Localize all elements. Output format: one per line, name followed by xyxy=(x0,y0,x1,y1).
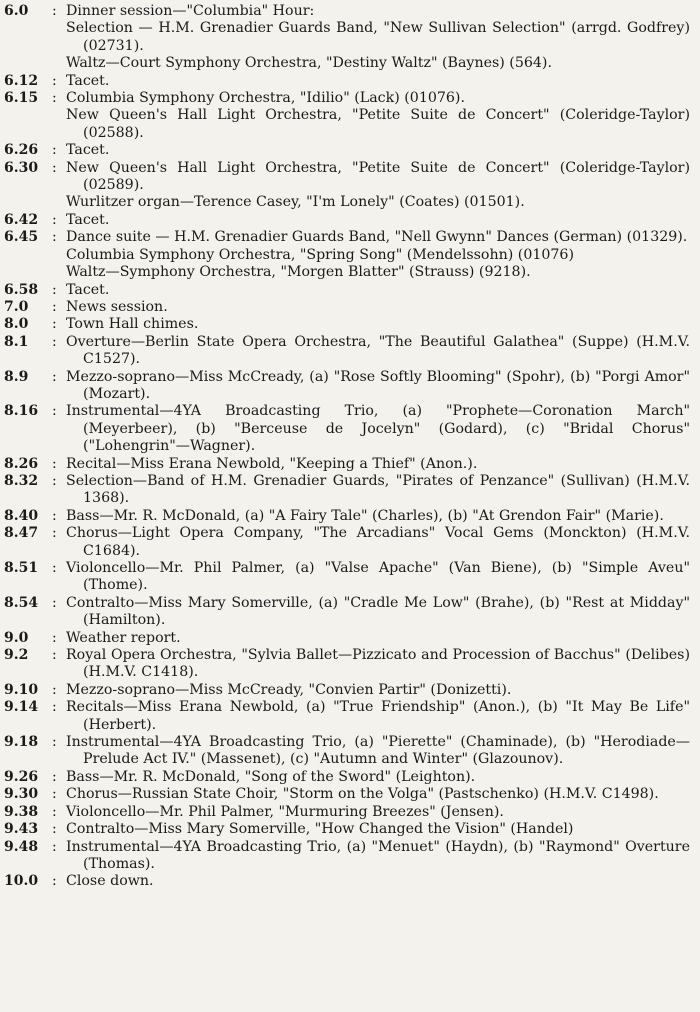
time-separator: : xyxy=(52,873,57,890)
entry-time: 7.0 xyxy=(4,298,29,315)
time-separator: : xyxy=(52,734,57,751)
entry-line: Mezzo-soprano—Miss McCready, (a) "Rose Softly Blooming" (Spohr), (b) "Porgi Amor" (Mozart). xyxy=(66,368,690,402)
programme-entry xyxy=(4,73,690,90)
programme-entry xyxy=(4,160,690,212)
entry-items xyxy=(66,160,690,212)
programme-entry xyxy=(4,282,690,299)
programme-entry xyxy=(4,142,690,159)
entry-items xyxy=(66,73,690,90)
time-separator: : xyxy=(52,142,57,159)
time-separator: : xyxy=(52,281,57,298)
time-separator: : xyxy=(52,786,57,803)
entry-items xyxy=(66,508,690,525)
entry-line: New Queen's Hall Light Orchestra, "Petite Suite de Concert" (Coleridge-Taylor) (02589). xyxy=(66,159,690,194)
time-separator: : xyxy=(52,72,57,89)
programme-entry xyxy=(4,473,690,508)
entry-line: New Queen's Hall Light Orchestra, "Petite Suite de Concert" (Coleridge-Taylor) (02588). xyxy=(66,107,690,141)
entry-line: Contralto—Miss Mary Somerville, (a) "Cradle Me Low" (Brahe), (b) "Rest at Midday" (Hamilton). xyxy=(66,594,690,629)
time-separator: : xyxy=(52,90,57,107)
entry-line: Tacet. xyxy=(66,142,110,159)
entry-items xyxy=(66,804,690,821)
entry-line: Contralto—Miss Mary Somerville, "How Changed the Vision" (Handel) xyxy=(66,821,574,838)
programme-entry xyxy=(4,769,690,786)
time-separator: : xyxy=(52,316,57,333)
entry-time: 6.45 xyxy=(4,229,39,246)
entry-time: 9.10 xyxy=(4,681,39,698)
time-separator: : xyxy=(52,699,57,716)
entry-items xyxy=(66,560,690,595)
entry-items xyxy=(66,403,690,455)
entry-line: Dinner session—"Columbia" Hour: xyxy=(66,3,315,19)
entry-time: 9.0 xyxy=(4,629,29,646)
time-separator: : xyxy=(52,629,57,646)
entry-time: 9.30 xyxy=(4,786,39,803)
entry-line: Overture—Berlin State Opera Orchestra, "The Beautiful Galathea" (Suppe) (H.M.V. C1527). xyxy=(66,333,690,368)
entry-items xyxy=(66,839,690,874)
entry-items xyxy=(66,229,690,281)
programme-entry xyxy=(4,786,690,803)
entry-time: 6.58 xyxy=(4,281,39,298)
time-separator: : xyxy=(52,403,57,420)
entry-time: 9.38 xyxy=(4,803,39,820)
entry-line: Tacet. xyxy=(66,281,110,298)
programme-entry xyxy=(4,90,690,142)
time-separator: : xyxy=(52,525,57,542)
programme-entry xyxy=(4,821,690,838)
entry-time: 6.30 xyxy=(4,159,39,176)
entry-line: Dance suite — H.M. Grenadier Guards Band, "Nell Gwynn" Dances (German) (01329). xyxy=(66,229,688,246)
programme-entry xyxy=(4,734,690,769)
time-separator: : xyxy=(52,211,57,228)
entry-line: Instrumental—4YA Broadcasting Trio, (a) "Pierette" (Chaminade), (b) "Herodiade—Prelude Act IV." (Massenet), (c) "Autumn and Winter" (Glazounov). xyxy=(66,734,690,768)
entry-time: 9.14 xyxy=(4,699,39,716)
entry-items xyxy=(66,647,690,682)
time-separator: : xyxy=(52,647,57,664)
programme-entry xyxy=(4,369,690,404)
entry-line: Recitals—Miss Erana Newbold, (a) "True Friendship" (Anon.), (b) "It May Be Life" (Herbert). xyxy=(66,699,690,733)
entry-time: 8.47 xyxy=(4,525,39,542)
time-separator: : xyxy=(52,768,57,785)
entry-time: 8.26 xyxy=(4,455,39,472)
entry-time: 9.43 xyxy=(4,821,39,838)
entry-items xyxy=(66,334,690,369)
entry-time: 8.32 xyxy=(4,472,39,489)
entry-time: 6.12 xyxy=(4,72,39,89)
programme-entry xyxy=(4,560,690,595)
entry-time: 9.48 xyxy=(4,838,39,855)
entry-items xyxy=(66,821,690,838)
entry-items xyxy=(66,316,690,333)
programme-entry xyxy=(4,508,690,525)
programme-entry xyxy=(4,316,690,333)
entry-items xyxy=(66,873,690,890)
programme-entry xyxy=(4,699,690,734)
entry-items xyxy=(66,630,690,647)
programme-entry xyxy=(4,456,690,473)
time-separator: : xyxy=(52,298,57,315)
entry-items xyxy=(66,786,690,803)
entry-time: 6.0 xyxy=(4,3,29,19)
time-separator: : xyxy=(52,472,57,489)
time-separator: : xyxy=(52,368,57,385)
entry-line: Columbia Symphony Orchestra, "Spring Song" (Mendelssohn) (01076) xyxy=(66,246,574,263)
programme-entry xyxy=(4,525,690,560)
time-separator: : xyxy=(52,681,57,698)
entry-line: Violoncello—Mr. Phil Palmer, "Murmuring Breezes" (Jensen). xyxy=(66,803,504,820)
entry-time: 8.51 xyxy=(4,560,39,576)
entry-line: Close down. xyxy=(66,873,154,890)
entry-items xyxy=(66,595,690,630)
entry-line: Royal Opera Orchestra, "Sylvia Ballet—Pizzicato and Procession of Bacchus" (Delibes) (H.M.V. C1418). xyxy=(66,647,690,681)
entry-items xyxy=(66,142,690,159)
programme-entry xyxy=(4,299,690,316)
entry-time: 9.26 xyxy=(4,768,39,785)
entry-time: 9.2 xyxy=(4,647,29,664)
entry-time: 6.26 xyxy=(4,142,39,159)
entry-line: Violoncello—Mr. Phil Palmer, (a) "Valse Apache" (Van Biene), (b) "Simple Aveu" (Thome). xyxy=(66,560,690,594)
programme-list xyxy=(4,3,690,891)
entry-line: Tacet. xyxy=(66,211,110,228)
time-separator: : xyxy=(52,159,57,176)
entry-time: 8.0 xyxy=(4,316,29,333)
entry-time: 6.42 xyxy=(4,211,39,228)
entry-time: 9.18 xyxy=(4,734,39,751)
programme-entry xyxy=(4,403,690,455)
entry-line: Bass—Mr. R. McDonald, "Song of the Sword" (Leighton). xyxy=(66,768,476,785)
programme-entry xyxy=(4,839,690,874)
entry-items xyxy=(66,456,690,473)
programme-entry xyxy=(4,647,690,682)
programme-entry xyxy=(4,334,690,369)
entry-line: Columbia Symphony Orchestra, "Idilio" (Lack) (01076). xyxy=(66,90,465,107)
time-separator: : xyxy=(52,594,57,611)
entry-time: 8.54 xyxy=(4,594,39,611)
programme-entry xyxy=(4,229,690,281)
entry-items xyxy=(66,299,690,316)
entry-time: 8.16 xyxy=(4,403,39,420)
entry-line: Town Hall chimes. xyxy=(66,316,199,333)
entry-time: 8.9 xyxy=(4,368,29,385)
entry-line: Chorus—Light Opera Company, "The Arcadians" Vocal Gems (Monckton) (H.M.V. C1684). xyxy=(66,525,690,559)
entry-line: Waltz—Court Symphony Orchestra, "Destiny Waltz" (Baynes) (564). xyxy=(66,55,552,72)
entry-line: Bass—Mr. R. McDonald, (a) "A Fairy Tale" (Charles), (b) "At Grendon Fair" (Marie). xyxy=(66,507,664,524)
entry-items xyxy=(66,734,690,769)
time-separator: : xyxy=(52,3,57,19)
entry-line: Mezzo-soprano—Miss McCready, "Convien Partir" (Donizetti). xyxy=(66,681,512,698)
entry-line: Wurlitzer organ—Terence Casey, "I'm Lonely" (Coates) (01501). xyxy=(66,194,525,211)
entry-items xyxy=(66,212,690,229)
programme-entry xyxy=(4,595,690,630)
entry-line: Instrumental—4YA Broadcasting Trio, (a) "Prophete—Coronation March" (Meyerbeer), (b) "Berceuse de Jocelyn" (Godard), (c) "Bridal Chorus" ("Lohengrin"—Wagner). xyxy=(66,403,690,455)
entry-line: Chorus—Russian State Choir, "Storm on the Volga" (Pastschenko) (H.M.V. C1498). xyxy=(66,786,659,803)
time-separator: : xyxy=(52,838,57,855)
programme-entry xyxy=(4,630,690,647)
programme-entry xyxy=(4,3,690,73)
programme-entry xyxy=(4,682,690,699)
time-separator: : xyxy=(52,560,57,576)
entry-items xyxy=(66,525,690,560)
entry-line: Tacet. xyxy=(66,72,110,89)
entry-line: Waltz—Symphony Orchestra, "Morgen Blatter" (Strauss) (9218). xyxy=(66,264,531,281)
entry-line: Selection—Band of H.M. Grenadier Guards, "Pirates of Penzance" (Sullivan) (H.M.V. 1368). xyxy=(66,472,690,507)
entry-items xyxy=(66,769,690,786)
entry-line: News session. xyxy=(66,298,168,315)
entry-time: 6.15 xyxy=(4,90,39,107)
entry-items xyxy=(66,3,690,73)
entry-line: Selection — H.M. Grenadier Guards Band, "New Sullivan Selection" (arrgd. Godfrey) (02731). xyxy=(66,20,690,54)
entry-line: Recital—Miss Erana Newbold, "Keeping a Thief" (Anon.). xyxy=(66,455,478,472)
programme-entry xyxy=(4,804,690,821)
programme-entry xyxy=(4,212,690,229)
entry-items xyxy=(66,369,690,404)
entry-items xyxy=(66,473,690,508)
time-separator: : xyxy=(52,507,57,524)
programme-entry xyxy=(4,873,690,890)
entry-items xyxy=(66,90,690,142)
entry-items xyxy=(66,282,690,299)
entry-items xyxy=(66,699,690,734)
time-separator: : xyxy=(52,821,57,838)
entry-time: 8.40 xyxy=(4,507,39,524)
time-separator: : xyxy=(52,229,57,246)
time-separator: : xyxy=(52,333,57,350)
entry-line: Instrumental—4YA Broadcasting Trio, (a) "Menuet" (Haydn), (b) "Raymond" Overture (Thomas). xyxy=(66,838,690,872)
time-separator: : xyxy=(52,455,57,472)
time-separator: : xyxy=(52,803,57,820)
entry-line: Weather report. xyxy=(66,629,181,646)
entry-time: 8.1 xyxy=(4,333,29,350)
entry-time: 10.0 xyxy=(4,873,39,890)
entry-items xyxy=(66,682,690,699)
